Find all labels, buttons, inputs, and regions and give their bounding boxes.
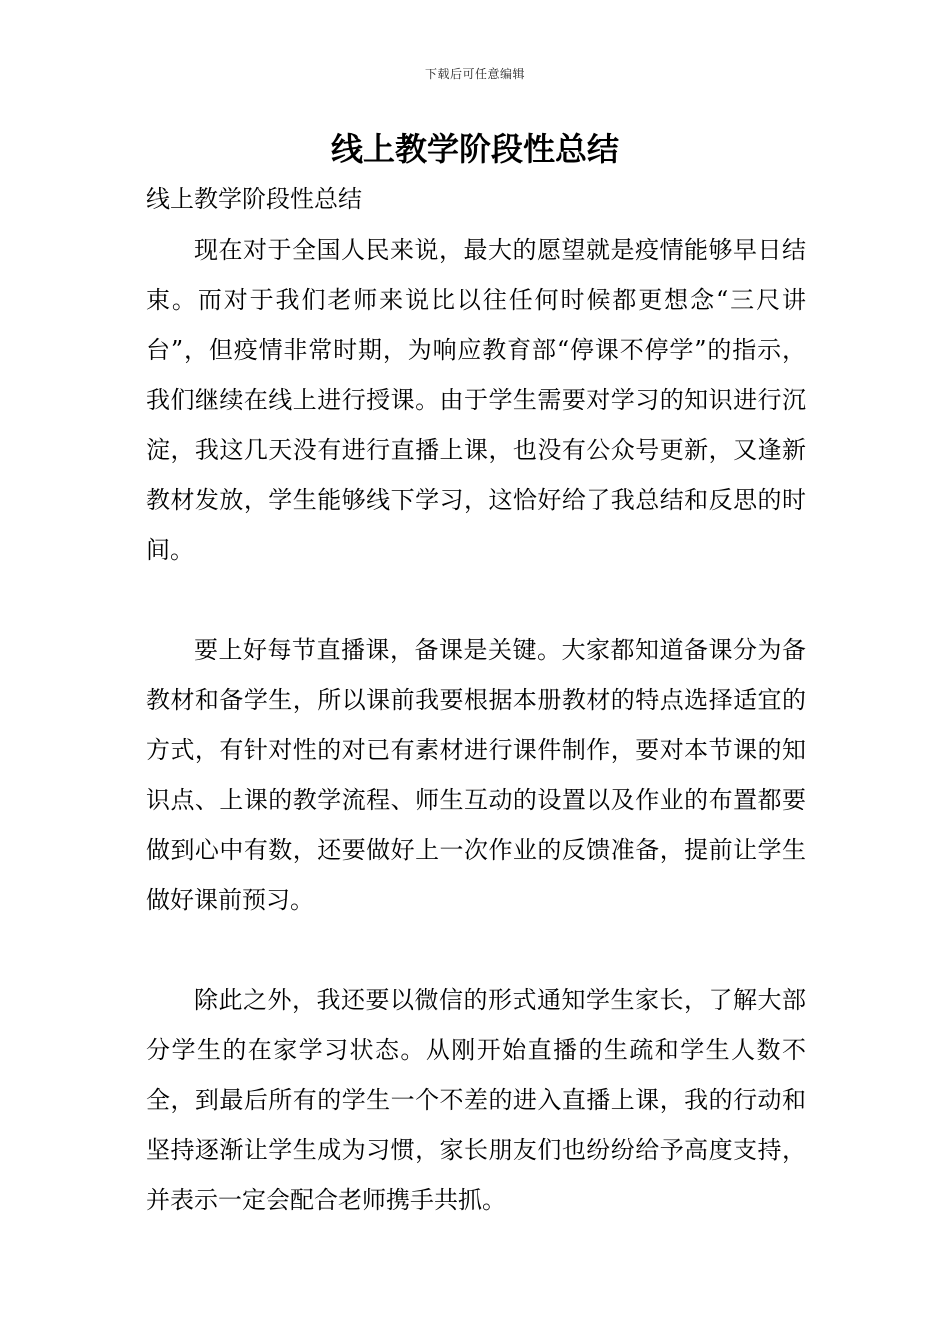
document-subtitle: 线上教学阶段性总结 bbox=[146, 185, 362, 213]
spacer bbox=[146, 925, 806, 975]
document-body bbox=[146, 181, 806, 1225]
header-note: 下载后可任意编辑 bbox=[424, 67, 525, 81]
spacer bbox=[146, 217, 806, 225]
paragraph-3: 除此之外，我还要以微信的形式通知学生家长，了解大部分学生的在家学习状态。从刚开始直播的生疏和学生人数不全，到最后所有的学生一个不差的进入直播上课，我的行动和坚持逐渐让学生成为习惯，家长朋友们也纷纷给予高度支持，并表示一定会配合老师携手共抓。 bbox=[146, 986, 806, 1214]
document-title: 线上教学阶段性总结 bbox=[330, 130, 619, 168]
paragraph-2: 要上好每节直播课，备课是关键。大家都知道备课分为备教材和备学生，所以课前我要根据本册教材的特点选择适宜的方式，有针对性的对已有素材进行课件制作，要对本节课的知识点、上课的教学流程、师生互动的设置以及作业的布置都要做到心中有数，还要做好上一次作业的反馈准备，提前让学生做好课前预习。 bbox=[146, 636, 806, 914]
spacer bbox=[146, 575, 806, 625]
paragraph-1: 现在对于全国人民来说，最大的愿望就是疫情能够早日结束。而对于我们老师来说比以往任何时候都更想念“三尺讲台”，但疫情非常时期，为响应教育部“停课不停学”的指示，我们继续在线上进行授课。由于学生需要对学习的知识进行沉淀，我这几天没有进行直播上课，也没有公众号更新，又逢新教材发放，学生能够线下学习，这恰好给了我总结和反思的时间。 bbox=[146, 236, 806, 564]
